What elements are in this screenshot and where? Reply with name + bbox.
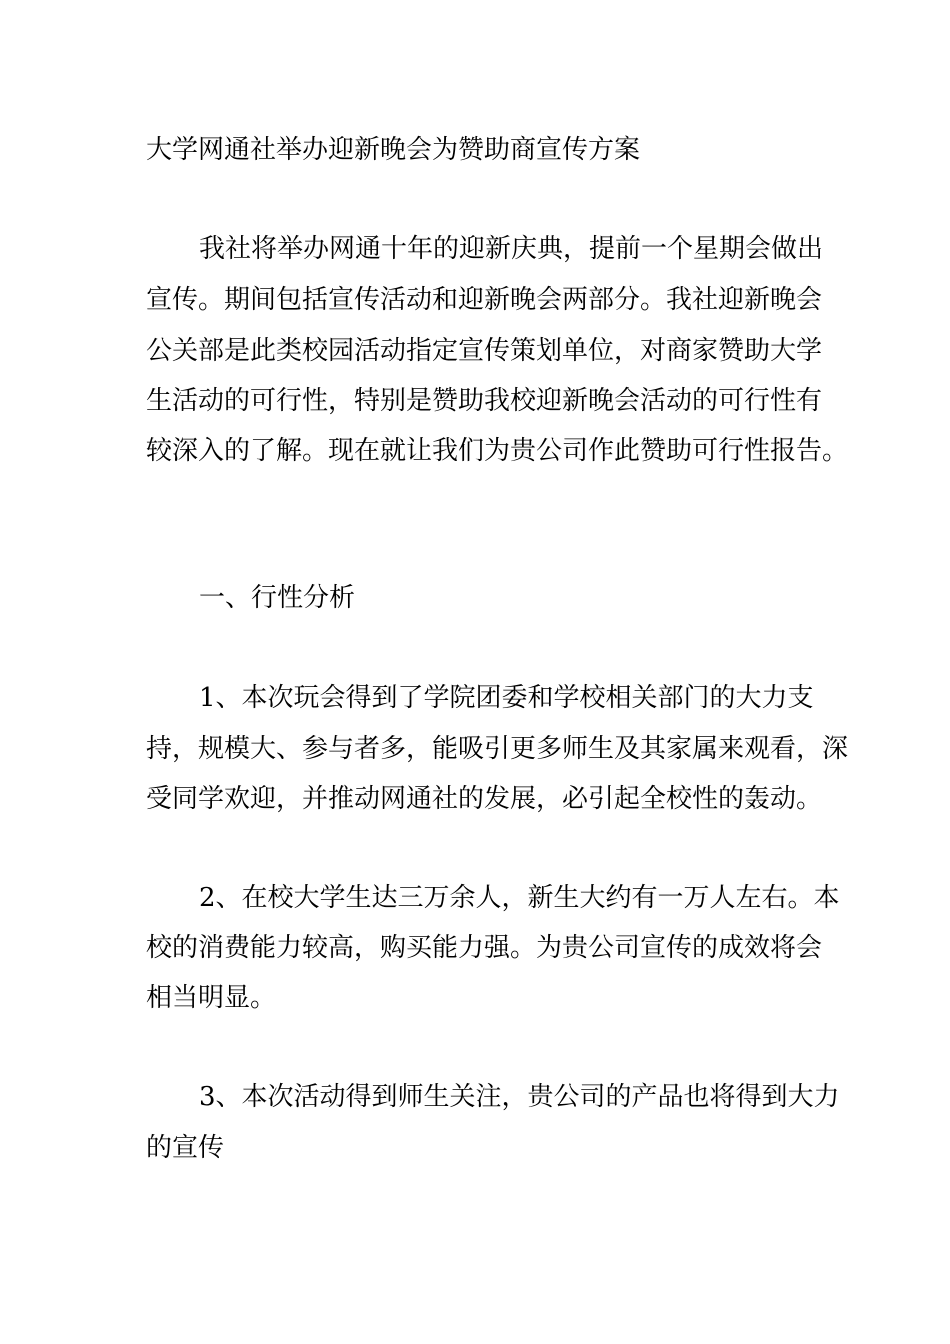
intro-line-2: 宣传。期间包括宣传活动和迎新晚会两部分。我社迎新晚会 bbox=[146, 285, 823, 315]
intro-line-5: 较深入的了解。现在就让我们为贵公司作此赞助可行性报告。 bbox=[146, 436, 849, 466]
item2-line-3: 相当明显。 bbox=[146, 983, 277, 1013]
intro-line-1: 我社将举办网通十年的迎新庆典，提前一个星期会做出 bbox=[199, 234, 824, 264]
item3-line-1: 3、本次活动得到师生关注，贵公司的产品也将得到大力 bbox=[199, 1082, 840, 1112]
intro-line-3: 公关部是此类校园活动指定宣传策划单位，对商家赞助大学 bbox=[146, 336, 823, 366]
item2-line-1: 2、在校大学生达三万余人，新生大约有一万人左右。本 bbox=[199, 883, 840, 913]
item1-line-3: 受同学欢迎，并推动网通社的发展，必引起全校性的轰动。 bbox=[146, 784, 823, 814]
item3-line-2: 的宣传 bbox=[146, 1133, 225, 1163]
item1-line-1: 1、本次玩会得到了学院团委和学校相关部门的大力支 bbox=[199, 683, 814, 713]
intro-line-4: 生活动的可行性，特别是赞助我校迎新晚会活动的可行性有 bbox=[146, 386, 823, 416]
item1-line-2: 持，规模大、参与者多，能吸引更多师生及其家属来观看，深 bbox=[146, 734, 849, 764]
document-title: 大学网通社举办迎新晚会为赞助商宣传方案 bbox=[146, 135, 641, 165]
item2-line-2: 校的消费能力较高，购买能力强。为贵公司宣传的成效将会 bbox=[146, 933, 823, 963]
section-heading: 一、行性分析 bbox=[199, 583, 356, 613]
